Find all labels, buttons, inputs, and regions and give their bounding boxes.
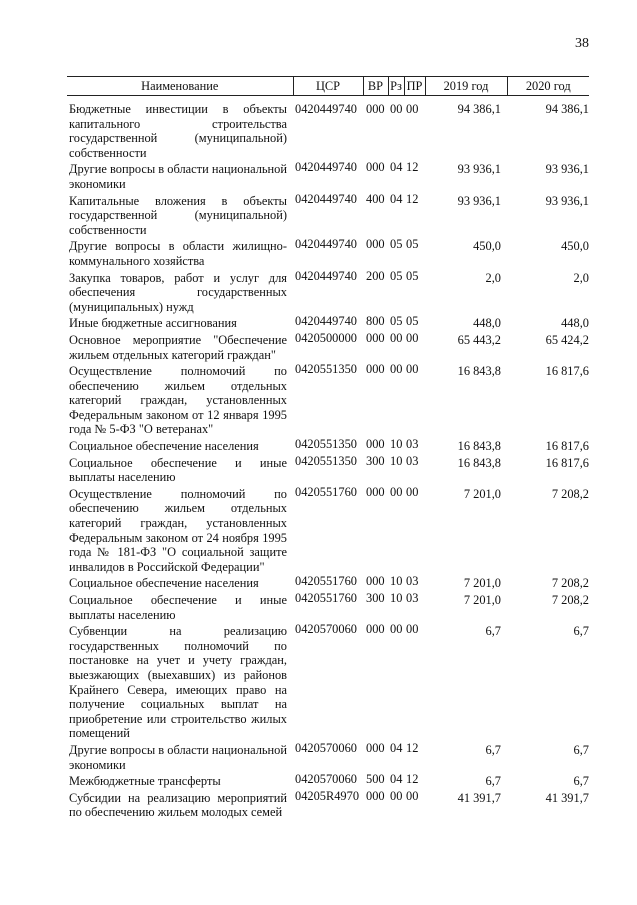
row-name: Социальное обеспечение и иные выплаты населению [69, 593, 287, 622]
row-rz: 10 [390, 574, 403, 589]
row-pr: 05 [406, 268, 419, 283]
table-row [67, 192, 589, 238]
row-name: Осуществление полномочий по обеспечению жильем отдельных категорий граждан, установленных Федеральным законом от 24 ноября 1995 года № 181-ФЗ "О социальной защите инвалидов в Российской Федерации" [69, 486, 287, 574]
row-csr: 0420551760 [295, 591, 357, 605]
row-pr: 03 [406, 591, 419, 605]
row-vr: 200 [366, 268, 385, 283]
row-name: Социальное обеспечение населения [69, 576, 259, 591]
row-value-2019: 2,0 [485, 270, 501, 285]
row-value-2019: 16 843,8 [457, 439, 501, 454]
row-value-2020: 94 386,1 [545, 102, 589, 116]
row-name: Другие вопросы в области национальной экономики [69, 742, 287, 772]
row-name: Социальное обеспечение и иные выплаты населению [69, 455, 287, 485]
row-csr: 04205R4970 [295, 788, 360, 803]
row-csr: 0420551350 [295, 362, 357, 377]
row-vr: 000 [366, 362, 385, 377]
row-value-2020: 16 817,6 [545, 364, 589, 379]
row-pr: 12 [406, 740, 419, 755]
table-row [67, 160, 589, 191]
row-name: Субвенции на реализацию государственных полномочий по постановке на учет и учету граждан, выезжающих (выехавших) из районов Крайнего Севера, имеющих право на получение социальных выплат на приобретение или строительство жилых помещений [69, 624, 287, 741]
header-csr: ЦСР [293, 77, 363, 96]
row-vr: 000 [366, 484, 385, 499]
row-pr: 12 [406, 160, 419, 175]
row-vr: 300 [366, 591, 385, 605]
row-pr: 00 [406, 622, 419, 637]
row-vr: 000 [366, 788, 385, 803]
table-row [67, 314, 589, 331]
row-value-2020: 93 936,1 [545, 193, 589, 208]
row-value-2019: 6,7 [485, 624, 501, 639]
header-2019: 2019 год [425, 77, 507, 96]
row-rz: 10 [390, 437, 403, 452]
row-pr: 00 [406, 330, 419, 345]
row-rz: 05 [390, 237, 403, 252]
row-value-2020: 93 936,1 [545, 162, 589, 177]
row-csr: 0420449740 [295, 237, 357, 252]
row-vr: 300 [366, 453, 385, 468]
row-pr: 12 [406, 191, 419, 206]
row-csr: 0420551760 [295, 484, 357, 499]
header-rz: Рз [388, 77, 404, 96]
table-row [67, 622, 589, 741]
row-csr: 0420449740 [295, 160, 357, 175]
row-value-2020: 6,7 [573, 624, 589, 639]
table-row [67, 454, 589, 485]
table-row [67, 237, 589, 268]
row-pr: 05 [406, 237, 419, 252]
row-rz: 10 [390, 453, 403, 468]
row-rz: 00 [390, 330, 403, 345]
header-2020: 2020 год [507, 77, 589, 96]
table-row [67, 772, 589, 789]
table-row [67, 574, 589, 591]
row-rz: 00 [390, 102, 403, 116]
row-rz: 04 [390, 160, 403, 175]
row-value-2019: 7 201,0 [463, 576, 501, 591]
row-csr: 0420551350 [295, 453, 357, 468]
table-row [67, 437, 589, 454]
row-value-2019: 16 843,8 [457, 455, 501, 470]
row-vr: 000 [366, 102, 385, 116]
row-rz: 05 [390, 268, 403, 283]
row-rz: 00 [390, 788, 403, 803]
row-rz: 00 [390, 622, 403, 637]
row-pr: 00 [406, 362, 419, 377]
row-vr: 500 [366, 772, 385, 787]
table-body [67, 96, 589, 820]
row-csr: 0420449740 [295, 314, 357, 329]
row-rz: 04 [390, 772, 403, 787]
row-name: Другие вопросы в области национальной экономики [69, 162, 287, 191]
row-csr: 0420551350 [295, 437, 357, 452]
row-value-2020: 16 817,6 [545, 439, 589, 454]
table-row [67, 362, 589, 437]
row-name: Основное мероприятие "Обеспечение жильем отдельных категорий граждан" [69, 332, 287, 362]
page-number: 38 [575, 36, 589, 51]
row-name: Социальное обеспечение населения [69, 439, 259, 454]
row-vr: 000 [366, 740, 385, 755]
row-name: Бюджетные инвестиции в объекты капитального строительства государственной (муниципальной) собственности [69, 102, 287, 160]
row-pr: 00 [406, 484, 419, 499]
row-rz: 04 [390, 191, 403, 206]
table-row [67, 789, 589, 820]
row-value-2020: 7 208,2 [551, 593, 589, 607]
row-value-2019: 16 843,8 [457, 364, 501, 379]
table-row [67, 485, 589, 575]
row-csr: 0420449740 [295, 102, 357, 116]
row-value-2019: 93 936,1 [457, 193, 501, 208]
row-vr: 000 [366, 237, 385, 252]
table-row [67, 331, 589, 362]
row-csr: 0420570060 [295, 622, 357, 637]
row-name: Осуществление полномочий по обеспечению жильем отдельных категорий граждан, установленных Федеральным законом от 12 января 1995 года № 5-ФЗ "О ветеранах" [69, 364, 287, 437]
row-value-2020: 448,0 [561, 316, 589, 331]
row-csr: 0420500000 [295, 330, 357, 345]
row-pr: 00 [406, 788, 419, 803]
row-value-2020: 41 391,7 [545, 790, 589, 805]
row-pr: 05 [406, 314, 419, 329]
header-vr: ВР [363, 77, 388, 96]
row-value-2019: 448,0 [473, 316, 501, 331]
table-row [67, 96, 589, 161]
row-value-2019: 450,0 [473, 239, 501, 254]
table-row [67, 741, 589, 772]
table-row [67, 269, 589, 315]
row-value-2019: 7 201,0 [463, 486, 501, 501]
row-csr: 0420449740 [295, 268, 357, 283]
row-vr: 000 [366, 574, 385, 589]
row-rz: 10 [390, 591, 403, 605]
row-name: Закупка товаров, работ и услуг для обеспечения государственных (муниципальных) нужд [69, 270, 287, 314]
row-vr: 000 [366, 160, 385, 175]
row-pr: 12 [406, 772, 419, 787]
row-vr: 000 [366, 622, 385, 637]
header-name: Наименование [67, 77, 293, 96]
row-vr: 800 [366, 314, 385, 329]
row-rz: 00 [390, 362, 403, 377]
row-name: Другие вопросы в области жилищно-коммунального хозяйства [69, 239, 287, 268]
row-csr: 0420551760 [295, 574, 357, 589]
row-value-2020: 2,0 [573, 270, 589, 285]
row-value-2019: 6,7 [485, 742, 501, 757]
row-pr: 00 [406, 102, 419, 116]
row-pr: 03 [406, 574, 419, 589]
row-vr: 000 [366, 330, 385, 345]
row-name: Субсидии на реализацию мероприятий по обеспечению жильем молодых семей [69, 790, 287, 820]
row-value-2020: 6,7 [573, 742, 589, 757]
row-csr: 0420570060 [295, 772, 357, 787]
row-rz: 00 [390, 484, 403, 499]
row-rz: 04 [390, 740, 403, 755]
row-rz: 05 [390, 314, 403, 329]
row-name: Капитальные вложения в объекты государственной (муниципальной) собственности [69, 193, 287, 237]
table-row [67, 591, 589, 622]
row-name: Межбюджетные трансферты [69, 774, 221, 789]
row-pr: 03 [406, 437, 419, 452]
row-pr: 03 [406, 453, 419, 468]
budget-table [67, 76, 589, 820]
row-value-2019: 93 936,1 [457, 162, 501, 177]
header-pr: ПР [404, 77, 425, 96]
row-value-2020: 450,0 [561, 239, 589, 254]
row-name: Иные бюджетные ассигнования [69, 316, 237, 331]
table-header [67, 77, 589, 96]
row-value-2019: 65 443,2 [457, 332, 501, 347]
row-value-2019: 94 386,1 [457, 102, 501, 116]
row-csr: 0420570060 [295, 740, 357, 755]
row-value-2020: 7 208,2 [551, 576, 589, 591]
row-value-2020: 16 817,6 [545, 455, 589, 470]
row-value-2020: 65 424,2 [545, 332, 589, 347]
row-value-2019: 41 391,7 [457, 790, 501, 805]
row-vr: 000 [366, 437, 385, 452]
row-csr: 0420449740 [295, 191, 357, 206]
row-vr: 400 [366, 191, 385, 206]
row-value-2019: 6,7 [485, 774, 501, 789]
row-value-2019: 7 201,0 [463, 593, 501, 607]
row-value-2020: 6,7 [573, 774, 589, 789]
row-value-2020: 7 208,2 [551, 486, 589, 501]
